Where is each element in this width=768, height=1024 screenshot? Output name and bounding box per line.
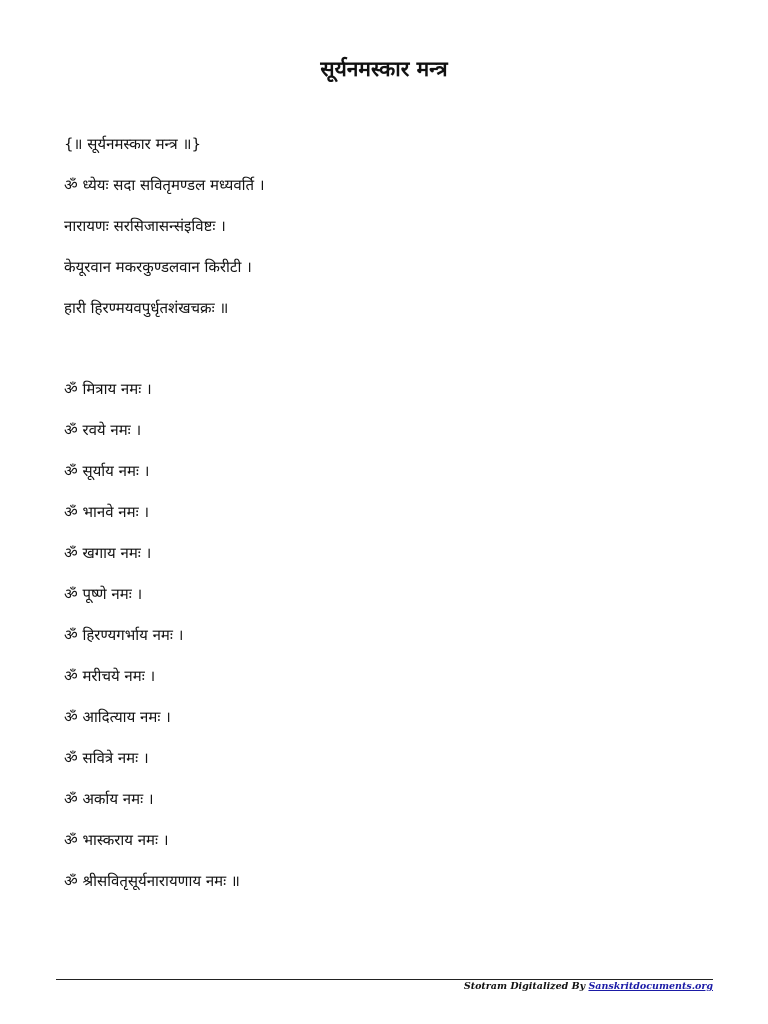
page-title: सूर्यनमस्कार मन्त्र	[320, 57, 448, 81]
verse-block	[64, 124, 744, 902]
mantra-line: ॐ आदित्याय नमः ।	[64, 708, 171, 726]
dhyana-line: हारी हिरण्मयवपुर्धृतशंखचक्रः ॥	[64, 299, 229, 317]
dhyana-line: ॐ ध्येयः सदा सवितृमण्डल मध्यवर्ति ।	[64, 176, 265, 194]
mantra-line: ॐ सवित्रे नमः ।	[64, 749, 149, 767]
mantra-line: ॐ श्रीसवितृसूर्यनारायणाय नमः ॥	[64, 872, 240, 890]
footer-prefix: Stotram Digitalized By	[463, 981, 586, 992]
mantra-line: ॐ पूष्णे नमः ।	[64, 585, 143, 603]
mantra-line: ॐ हिरण्यगर्भाय नमः ।	[64, 626, 184, 644]
mantra-line: ॐ भास्कराय नमः ।	[64, 831, 169, 849]
footer-link[interactable]: Sanskritdocuments.org	[588, 981, 713, 992]
footer-divider	[56, 979, 713, 980]
dhyana-line: केयूरवान मकरकुण्डलवान किरीटी ।	[64, 258, 252, 276]
section-spacer	[64, 329, 744, 369]
mantra-line: ॐ सूर्याय नमः ।	[64, 462, 150, 480]
dhyana-line: नारायणः सरसिजासन्संइविष्टः ।	[64, 217, 226, 235]
footer-credit	[464, 981, 713, 992]
mantra-line: ॐ अर्काय नमः ।	[64, 790, 154, 808]
mantra-line: ॐ रवये नमः ।	[64, 421, 142, 439]
mantra-line: ॐ खगाय नमः ।	[64, 544, 152, 562]
mantra-line: ॐ मरीचये नमः ।	[64, 667, 156, 685]
mantra-line: ॐ मित्राय नमः ।	[64, 380, 152, 398]
verse-heading: {॥ सूर्यनमस्कार मन्त्र ॥}	[64, 135, 201, 153]
mantra-line: ॐ भानवे नमः ।	[64, 503, 150, 521]
